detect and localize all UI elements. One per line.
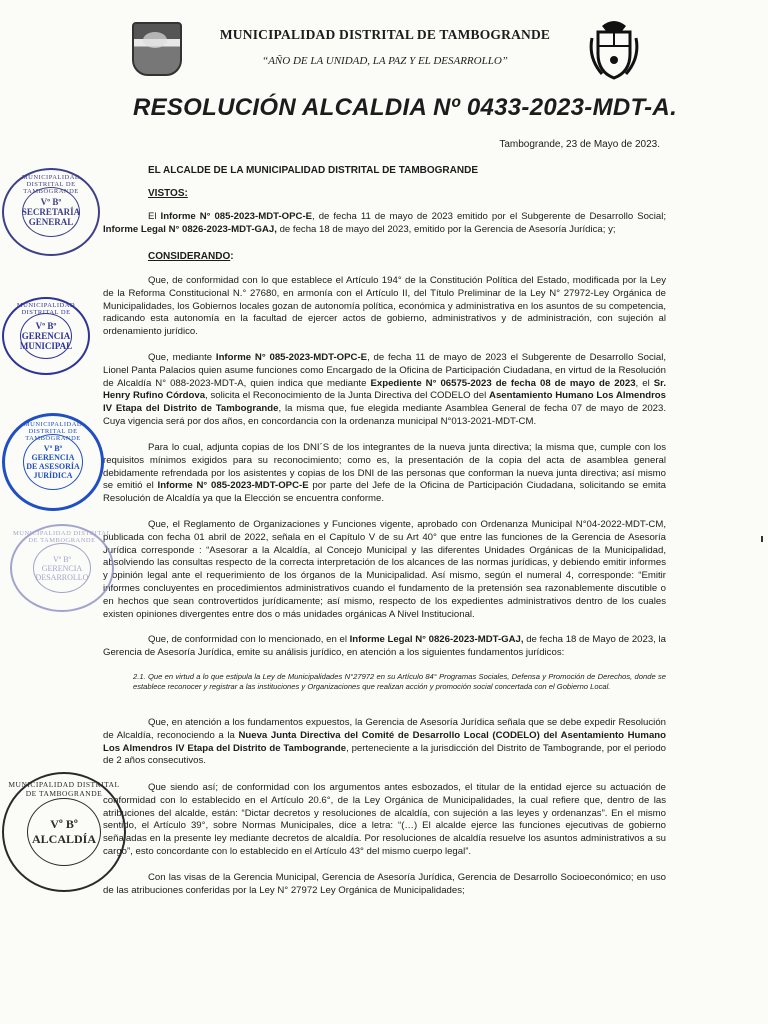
considerando-heading: CONSIDERANDO: — [148, 251, 234, 262]
stamp-ring-text: MUNICIPALIDAD DISTRITAL DE TAMBOGRANDE — [23, 421, 83, 442]
legal-quote: 2.1. Que en virtud a lo que estipula la Ley de Municipalidades N°27972 en su Artículo 84° Programas Sociales, Defensa y Promoción de Derechos, donde se establece reconocer y registrar a las instituciones y Organizaciones que realizan acción y promoción social concertada con el Gobierno Local. — [133, 672, 666, 692]
paragraph-1: Que, de conformidad con lo que establece el Artículo 194° de la Constitución Política del Estado, modificada por la Ley de la Reforma Constitucional N.° 27680, en armonía con el Artículo II, del Título Preliminar de la Ley N° 27972-Ley Orgánica de Municipalidades, los Gobiernos locales gozan de autonomía política, económica y administrativa en los asuntos de su competencia, radicando esta autonomía en la facultad de ejercer actos de gobierno, administrativos y de administración, con sujeción al ordenamiento jurídico. — [103, 275, 666, 338]
stamp-line: ALCALDÍA — [31, 832, 96, 846]
year-motto: “AÑO DE LA UNIDAD, LA PAZ Y EL DESARROLLO” — [262, 55, 508, 67]
alcalde-line: EL ALCALDE DE LA MUNICIPALIDAD DISTRITAL DE TAMBOGRANDE — [148, 165, 478, 176]
stamp-line: GERENCIA — [31, 453, 75, 462]
asesoria-juridica-stamp — [2, 413, 104, 511]
gerencia-desarrollo-stamp — [10, 524, 114, 612]
paragraph-4: Que, el Reglamento de Organizaciones y Funciones vigente, aprobado con Ordenanza Municipal N°04-2022-MDT-CM, publicada con fecha 01 abril de 2022, señala en el Capítulo V de su Art 40° que entre las funciones de la Gerencia de Asesoría Jurídica corresponde : “Asesorar a la Alcaldía, al Concejo Municipal y las diferentes Unidades Orgánicas de la Municipalidad, absolviendo las consultas respecto de la correcta interpretación de los alcances de las normas jurídicas, y debiendo emitir informes y opinión legal ante el requerimiento de los órganos de la Municipalidad. Así mismo, según el numeral 4, corresponde: “Emitir informes concluyentes en procedimientos administrativos cuando el fundamento de la pretensión sea razonablemente discutible o en hechos que sean controvertidos jurídicamente; así mismo, respecto de los expedientes administrativos dentro de los cuales existen opiniones divergentes entre dos o más unidades orgánicas A Nivel Institucional. — [103, 519, 666, 620]
stamp-line: GERENCIA — [21, 331, 71, 341]
stamp-line: MUNICIPAL — [19, 341, 73, 351]
paragraph-8: Con las visas de la Gerencia Municipal, Gerencia de Asesoría Jurídica, Gerencia de Desarrollo Socioeconómico; en uso de las atribuciones conferidas por la Ley N° 27972 Ley Orgánica de Municipalidades; — [103, 872, 666, 896]
paragraph-5: Que, de conformidad con lo mencionado, en el Informe Legal N° 0826-2023-MDT-GAJ, de fecha 18 de Mayo de 2023, la Gerencia de Asesoría Jurídica, emite su análisis jurídico, en atención a los siguientes fundamentos jurídicos: — [103, 634, 666, 658]
resolution-title: RESOLUCIÓN ALCALDIA Nº 0433-2023-MDT-A. — [132, 94, 678, 121]
stamp-line: DE ASESORÍA — [26, 462, 80, 471]
paragraph-7: Que siendo así; de conformidad con los argumentos antes esbozados, el titular de la entidad ejerce su actuación de conformidad con lo establecido en el Artículo 20.6°, de la Ley Orgánica de Municipalidades, la cual refiere que, dentro de las atribuciones del alcalde, están: “Dictar decretos y resoluciones de alcaldía, con sujeción a las leyes y ordenanzas”. En el mismo sentido, el Artículo 39°, sobre Normas Municipales, dice a letra: “(…) El alcalde ejerce las funciones ejecutivas de gobierno señaladas en la presente ley mediante decretos de alcaldía. Por resoluciones de alcaldía resuelve los asuntos administrativos a su cargo”, esto concordante con lo establecido en el Artículo 43° del mismo cuerpo legal”. — [103, 782, 666, 857]
stamp-ring-text: MUNICIPALIDAD DISTRITAL DE — [16, 302, 76, 316]
org-title: MUNICIPALIDAD DISTRITAL DE TAMBOGRANDE — [219, 27, 551, 42]
alcaldia-stamp — [2, 772, 126, 892]
municipal-logo — [132, 22, 182, 76]
stamp-vobo: Vº Bº — [40, 197, 62, 207]
stamp-ring-text: MUNICIPALIDAD DISTRITAL DE TAMBOGRANDE — [13, 530, 111, 544]
paragraph-3: Para lo cual, adjunta copias de los DNI´S de los integrantes de la nueva junta directiva; la misma que, cumple con los requisitos mínimos exigidos para su reconocimiento; como es, la presentación de la copia del acta de asamblea general debidamente refrendada por los asistentes y copias de los DNI de las personas que conforman la nueva junta directiva; así mismo se emitió el Informe N° 085-2023-MDT-OPC-E por parte del Jefe de la Oficina de Participación Ciudadana, solicitando se emita Resolución de Alcaldía ya que la Elección se encuentra conforme. — [103, 442, 666, 505]
stamp-line: GERENCIA — [41, 563, 83, 573]
document-date: Tambogrande, 23 de Mayo de 2023. — [499, 139, 660, 150]
stamp-line: JURÍDICA — [33, 471, 73, 480]
paragraph-2: Que, mediante Informe N° 085-2023-MDT-OPC-E, de fecha 11 de mayo de 2023 el Subgerente de Desarrollo Social, Lionel Panta Palacios quien asume funciones como Encargado de la Oficina de Participación Ciudadana, en virtud de la Resolución de Alcaldía N° 088-2023-MDT-A, quien indica que mediante Expediente N° 06575-2023 de fecha 08 de mayo de 2023, el Sr. Henry Rufino Córdova, solicita el Reconocimiento de la Junta Directiva del CODELO del Asentamiento Humano Los Almendros IV Etapa del Distrito de Tambogrande, la misma que, fue elegida mediante Asamblea General de fecha 07 de mayo de 2023. Cuya vigencia será por dos años, en concordancia con la ordenanza municipal N°013-2021-MDT-CM. — [103, 352, 667, 427]
stamp-line: SECRETARÍA — [21, 207, 81, 217]
secretaria-general-stamp — [2, 168, 100, 256]
stamp-line: GENERAL — [28, 217, 74, 227]
gerencia-municipal-stamp — [2, 297, 90, 375]
peru-coat-of-arms-icon — [588, 18, 640, 82]
margin-mark — [761, 536, 763, 542]
stamp-ring-text: MUNICIPALIDAD DISTRITAL DE TAMBOGRANDE — [21, 174, 81, 195]
vistos-heading: VISTOS: — [148, 188, 188, 199]
paragraph-6: Que, en atención a los fundamentos expuestos, la Gerencia de Asesoría Jurídica señala que se debe expedir Resolución de Alcaldía, reconociendo a la Nueva Junta Directiva del Comité de Desarrollo Local (CODELO) del Asentamiento Humano Los Almendros IV Etapa del Distrito de Tambogrande, perteneciente a la jurisdicción del Distrito de Tambogrande, por el periodo de 2 años consecutivos. — [103, 717, 666, 767]
stamp-vobo: Vº Bº — [52, 554, 72, 564]
stamp-vobo: Vº Bº — [43, 444, 63, 453]
stamp-vobo: Vº Bº — [50, 817, 78, 831]
vistos-paragraph: El Informe N° 085-2023-MDT-OPC-E, de fecha 11 de mayo de 2023 emitido por el Subgerente de Desarrollo Social; Informe Legal N° 0826-2023-MDT-GAJ, de fecha 18 de mayo del 2023, emitido por la Gerencia de Asesoría Jurídica; y; — [103, 211, 666, 235]
stamp-vobo: Vº Bº — [35, 321, 57, 331]
stamp-line: DESARROLLO — [35, 572, 89, 582]
stamp-ring-text: MUNICIPALIDAD DISTRITAL DE TAMBOGRANDE — [8, 780, 120, 798]
